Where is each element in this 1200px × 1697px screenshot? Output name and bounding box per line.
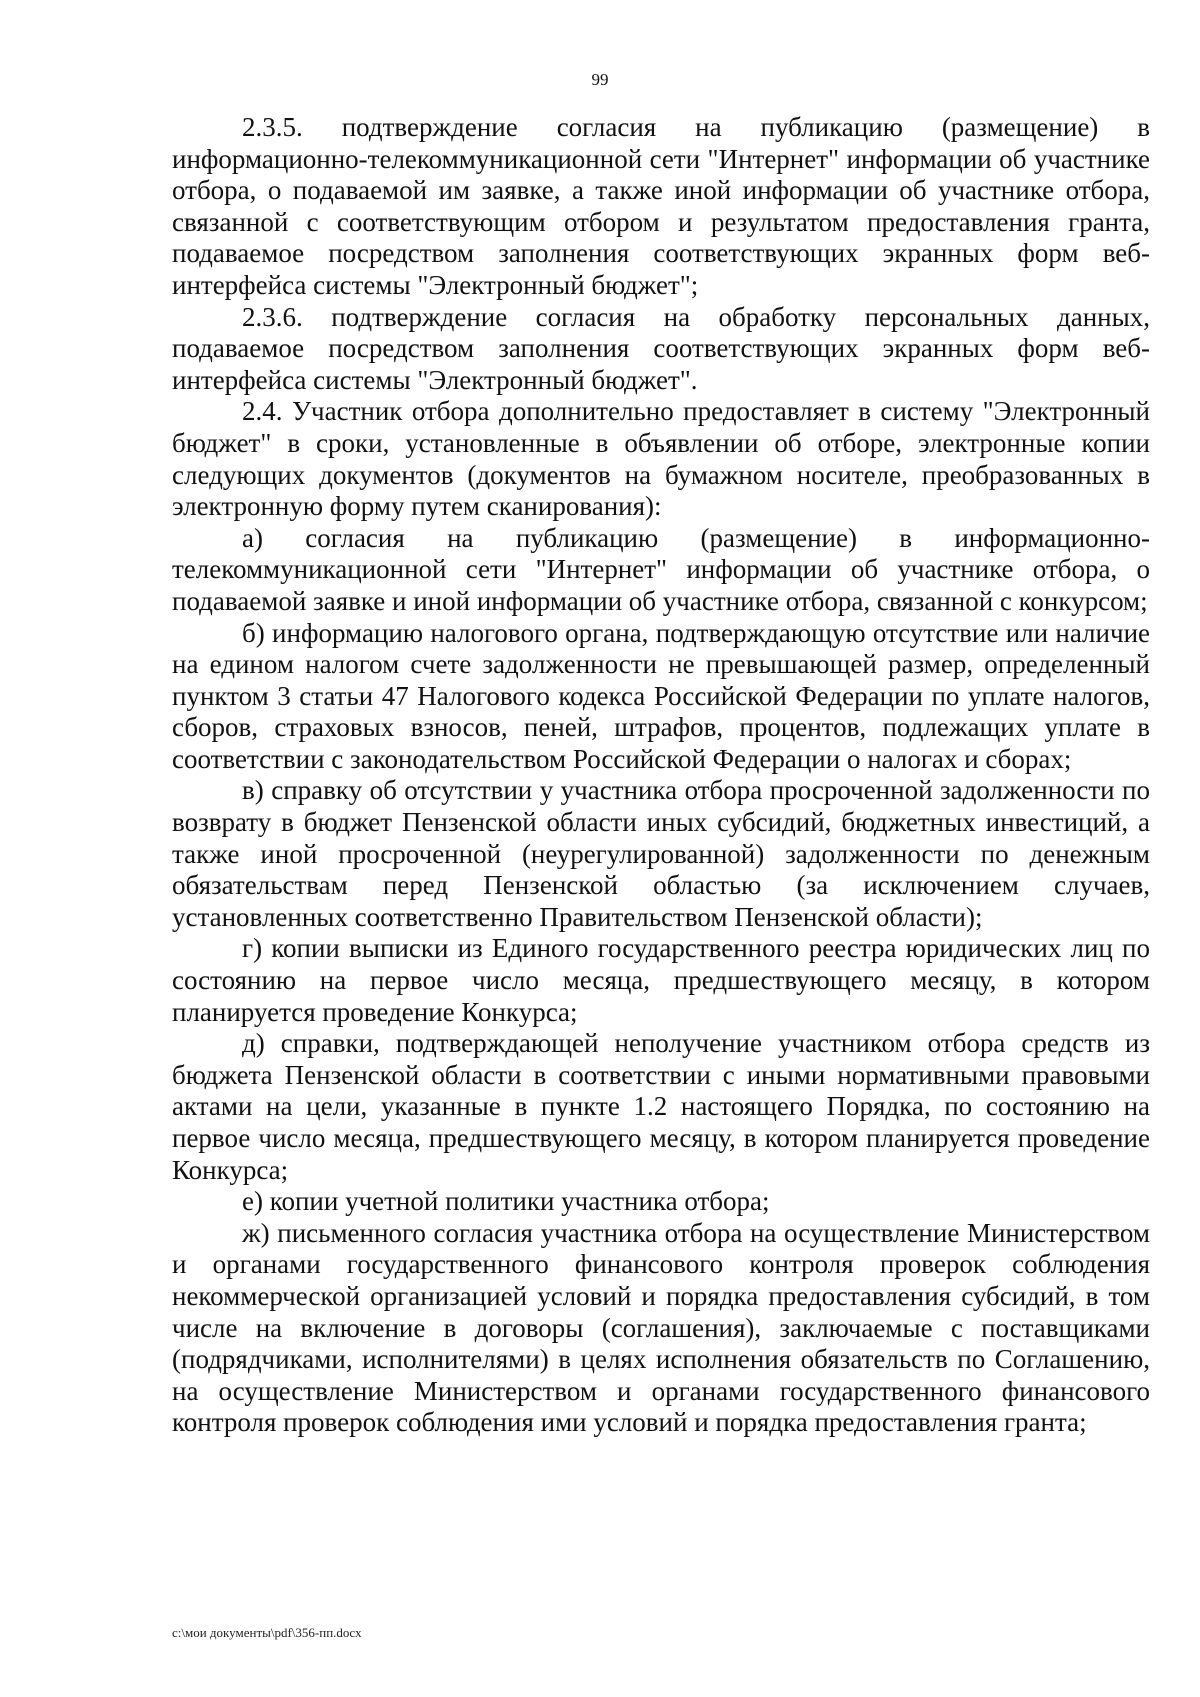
list-item-d: д) справки, подтверждающей неполучение участником отбора средств из бюджета Пензенской области в соответствии с иными нормативными правовыми актами на цели, указанные в пункте 1.2 настоящего Порядка, по состоянию на первое число месяца, предшествующего месяцу, в котором планируется проведение Конкурса;: [172, 1028, 1150, 1185]
list-item-b: б) информацию налогового органа, подтверждающую отсутствие или наличие на едином налогом счете задолженности не превышающей размер, определенный пунктом 3 статьи 47 Налогового кодекса Российской Федерации по уплате налогов, сборов, страховых взносов, пеней, штрафов, процентов, подлежащих уплате в соответствии с законодательством Российской Федерации о налогах и сборах;: [172, 617, 1150, 774]
list-item-zh: ж) письменного согласия участника отбора на осуществление Министерством и органами государственного финансового контроля проверок соблюдения некоммерческой организацией условий и порядка предоставления субсидий, в том числе на включение в договоры (соглашения), заключаемые с поставщиками (подрядчиками, исполнителями) в целях исполнения обязательств по Соглашению, на осуществление Министерством и органами государственного финансового контроля проверок соблюдения ими условий и порядка предоставления гранта;: [172, 1217, 1150, 1438]
paragraph-2-3-6: 2.3.6. подтверждение согласия на обработку персональных данных, подаваемое посредством заполнения соответствующих экранных форм веб-интерфейса системы "Электронный бюджет".: [172, 301, 1150, 395]
list-item-g: г) копии выписки из Единого государственного реестра юридических лиц по состоянию на первое число месяца, предшествующего месяцу, в котором планируется проведение Конкурса;: [172, 933, 1150, 1027]
paragraph-2-4: 2.4. Участник отбора дополнительно предоставляет в систему "Электронный бюджет" в сроки, установленные в объявлении об отборе, электронные копии следующих документов (документов на бумажном носителе, преобразованных в электронную форму путем сканирования):: [172, 396, 1150, 522]
paragraph-2-3-5: 2.3.5. подтверждение согласия на публикацию (размещение) в информационно-телекоммуникационной сети "Интернет" информации об участнике отбора, о подаваемой им заявке, а также иной информации об участнике отбора, связанной с соответствующим отбором и результатом предоставления гранта, подаваемое посредством заполнения соответствующих экранных форм веб-интерфейса системы "Электронный бюджет";: [172, 112, 1150, 300]
page-number: 99: [591, 70, 609, 89]
document-body: [172, 112, 1150, 1439]
list-item-e: е) копии учетной политики участника отбора;: [242, 1186, 770, 1217]
list-item-v: в) справку об отсутствии у участника отбора просроченной задолженности по возврату в бюджет Пензенской области иных субсидий, бюджетных инвестиций, а также иной просроченной (неурегулированной) задолженности по денежным обязательствам перед Пензенской областью (за исключением случаев, установленных соответственно Правительством Пензенской области);: [172, 775, 1150, 932]
footer-file-path: c:\мои документы\pdf\356-пп.docx: [172, 1625, 362, 1640]
list-item-a: а) согласия на публикацию (размещение) в информационно-телекоммуникационной сети "Интернет" информации об участнике отбора, о подаваемой заявке и иной информации об участнике отбора, связанной с конкурсом;: [172, 522, 1150, 616]
